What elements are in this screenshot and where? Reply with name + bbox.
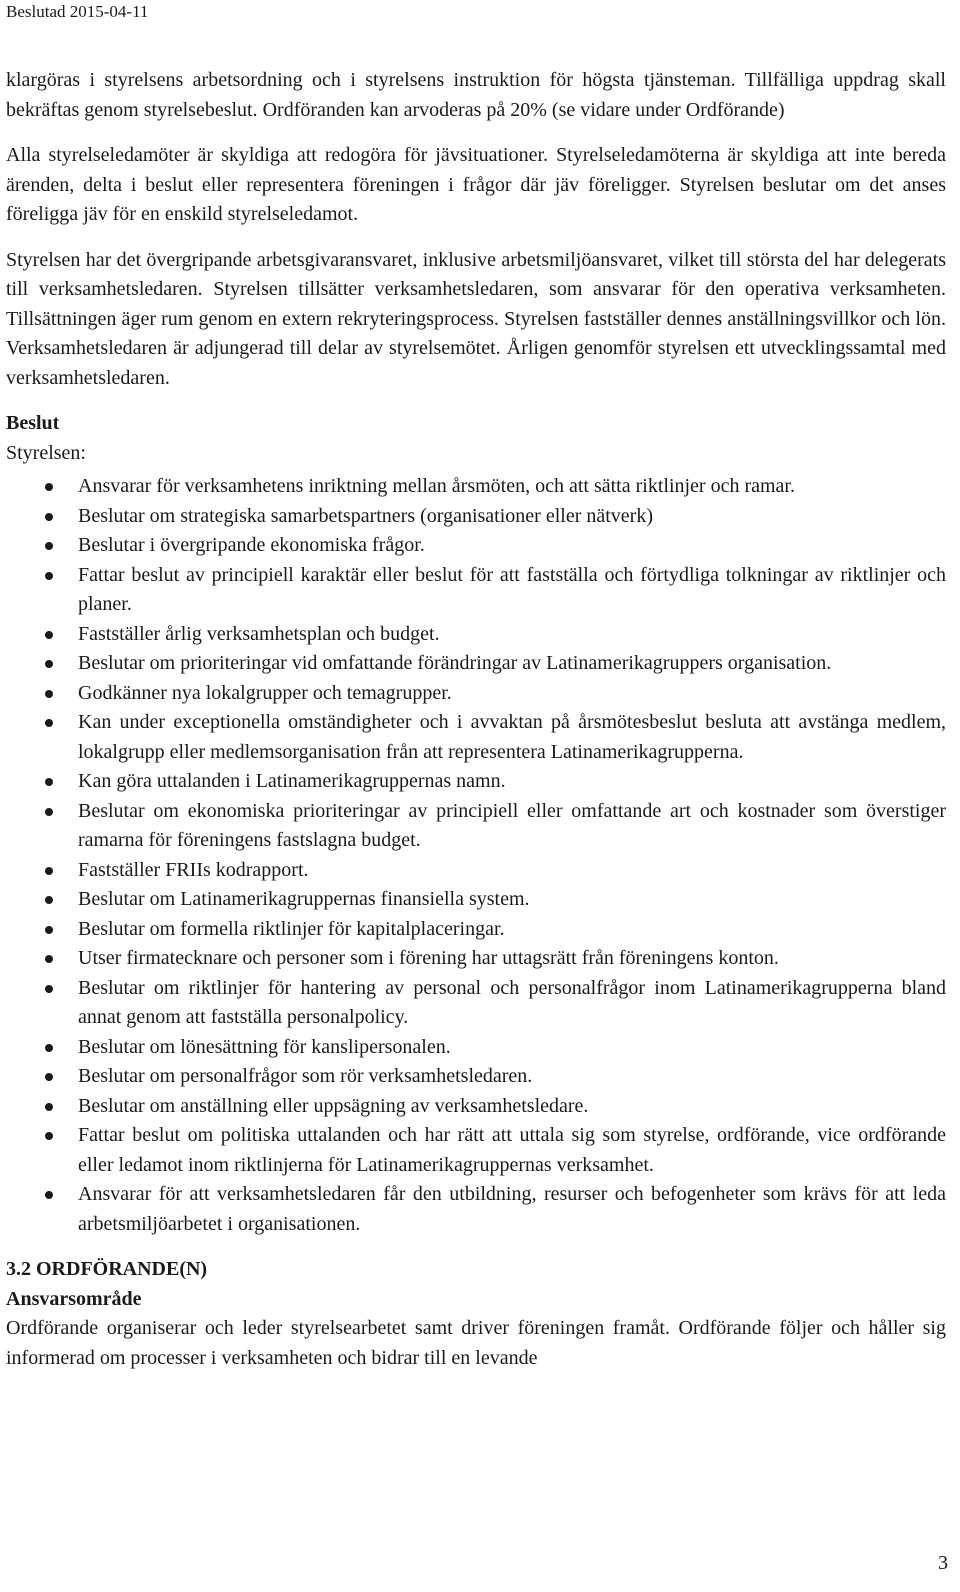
beslut-list xyxy=(6,472,946,1239)
bullet-icon xyxy=(45,1103,53,1111)
list-item: Fattar beslut om politiska uttalanden och har rätt att uttala sig som styrelse, ordförande, vice ordförande eller ledamot inom riktlinjerna för Latinamerikagruppernas verksamhet. xyxy=(6,1121,946,1180)
bullet-icon xyxy=(45,955,53,963)
list-item: Beslutar om anställning eller uppsägning av verksamhetsledare. xyxy=(6,1092,946,1122)
section-subheading-ansvarsomrade: Ansvarsområde xyxy=(6,1287,142,1310)
paragraph-arbetsgivaransvar: Styrelsen har det övergripande arbetsgivaransvaret, inklusive arbetsmiljöansvaret, vilket till största del har delegerats till verksamhetsledaren. Styrelsen tillsätter verksamhetsledaren, som ansvarar för den operativa verksamheten. Tillsättningen äger rum genom en extern rekryteringsprocess. Styrelsen fastställer dennes anställningsvillkor och lön. Verksamhetsledaren är adjungerad till delar av styrelsemötet. Årligen genomför styrelsen ett utvecklingssamtal med verksamhetsledaren. xyxy=(6,248,946,389)
bullet-icon xyxy=(45,926,53,934)
bullet-icon xyxy=(45,513,53,521)
section-title-ordforande: 3.2 ORDFÖRANDE(N) xyxy=(6,1258,208,1280)
bullet-icon xyxy=(45,985,53,993)
list-item: Ansvarar för att verksamhetsledaren får den utbildning, resurser och befogenheter som krävs för att leda arbetsmiljöarbetet i organisationen. xyxy=(6,1180,946,1239)
bullet-icon xyxy=(45,778,53,786)
page-number: 3 xyxy=(938,1552,948,1574)
list-item: Kan under exceptionella omständigheter och i avvaktan på årsmötesbeslut besluta att avstänga medlem, lokalgrupp eller medlemsorganisation från att representera Latinamerikagrupperna. xyxy=(6,708,946,767)
list-item: Beslutar om prioriteringar vid omfattande förändringar av Latinamerikagruppers organisation. xyxy=(6,649,946,679)
list-item: Beslutar om riktlinjer för hantering av personal och personalfrågor inom Latinamerikagrupperna bland annat genom att fastställa personalpolicy. xyxy=(6,974,946,1033)
bullet-icon xyxy=(45,896,53,904)
list-item: Beslutar i övergripande ekonomiska frågor. xyxy=(6,531,946,561)
list-item: Beslutar om personalfrågor som rör verksamhetsledaren. xyxy=(6,1062,946,1092)
list-item: Beslutar om formella riktlinjer för kapitalplaceringar. xyxy=(6,915,946,945)
list-item: Utser firmatecknare och personer som i förening har uttagsrätt från föreningens konton. xyxy=(6,944,946,974)
paragraph-arvode: klargöras i styrelsens arbetsordning och i styrelsens instruktion för högsta tjänsteman. Tillfälliga uppdrag skall bekräftas genom styrelsebeslut. Ordföranden kan arvoderas på 20% (se vidare under Ordförande) xyxy=(6,69,946,121)
list-item: Fastställer FRIIs kodrapport. xyxy=(6,856,946,886)
beslut-intro: Styrelsen: xyxy=(6,441,86,464)
bullet-icon xyxy=(45,542,53,550)
paragraph-jav: Alla styrelseledamöter är skyldiga att redogöra för jävsituationer. Styrelseledamöterna är skyldiga att inte bereda ärenden, delta i beslut eller representera föreningen i frågor där jäv föreligger. Styrelsen beslutar om det anses föreligga jäv för en enskild styrelseledamot. xyxy=(6,144,946,225)
bullet-icon xyxy=(45,1132,53,1140)
page-header-date: Beslutad 2015-04-11 xyxy=(6,2,149,21)
bullet-icon xyxy=(45,660,53,668)
list-item: Kan göra uttalanden i Latinamerikagruppernas namn. xyxy=(6,767,946,797)
bullet-icon xyxy=(45,1044,53,1052)
list-item: Ansvarar för verksamhetens inriktning mellan årsmöten, och att sätta riktlinjer och ramar. xyxy=(6,472,946,502)
list-item: Beslutar om Latinamerikagruppernas finansiella system. xyxy=(6,885,946,915)
document-body xyxy=(6,66,946,1373)
list-item: Fattar beslut av principiell karaktär eller beslut för att fastställa och förtydliga tolkningar av riktlinjer och planer. xyxy=(6,561,946,620)
list-item: Fastställer årlig verksamhetsplan och budget. xyxy=(6,620,946,650)
bullet-icon xyxy=(45,1073,53,1081)
paragraph-ordforande: Ordförande organiserar och leder styrelsearbetet samt driver föreningen framåt. Ordförande följer och håller sig informerad om processer i verksamheten och bidrar till en levande xyxy=(6,1317,946,1369)
list-item: Beslutar om lönesättning för kanslipersonalen. xyxy=(6,1033,946,1063)
list-item: Beslutar om strategiska samarbetspartners (organisationer eller nätverk) xyxy=(6,502,946,532)
bullet-icon xyxy=(45,867,53,875)
bullet-icon xyxy=(45,719,53,727)
list-item: Beslutar om ekonomiska prioriteringar av principiell eller omfattande art och kostnader som överstiger ramarna för föreningens fastslagna budget. xyxy=(6,797,946,856)
bullet-icon xyxy=(45,808,53,816)
bullet-icon xyxy=(45,631,53,639)
bullet-icon xyxy=(45,690,53,698)
bullet-icon xyxy=(45,483,53,491)
beslut-heading: Beslut xyxy=(6,412,60,434)
list-item: Godkänner nya lokalgrupper och temagrupper. xyxy=(6,679,946,709)
bullet-icon xyxy=(45,572,53,580)
bullet-icon xyxy=(45,1191,53,1199)
